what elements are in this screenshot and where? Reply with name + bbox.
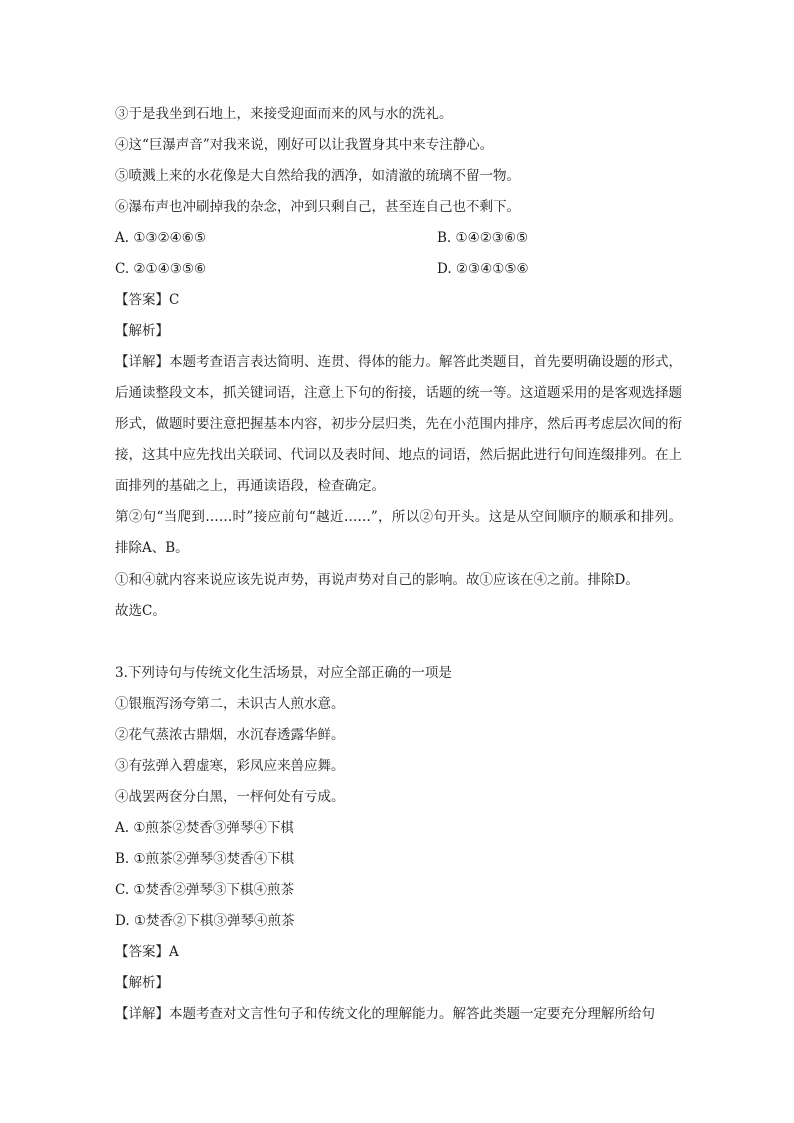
verse-2: ②花气蒸浓古鼎烟，水沉春透露华鲜。 [115,727,345,743]
question-3-title: 3.下列诗句与传统文化生活场景，对应全部正确的一项是 [115,665,452,681]
option-d: D. ②③④①⑤⑥ [437,261,529,277]
option-c: C. ②①④③⑤⑥ [115,261,207,277]
q3-analysis-heading: 【解析】 [115,975,169,991]
sentence-6: ⑥瀑布声也冲刷掉我的杂念，冲到只剩自己，甚至连自己也不剩下。 [115,199,520,215]
q3-option-d: D. ①焚香②下棋③弹琴④煎茶 [115,913,295,929]
q3-answer-label: 【答案】A [115,944,179,960]
sentence-4: ④这“巨瀑声音”对我来说，刚好可以让我置身其中来专注静心。 [115,137,494,153]
q3-option-b: B. ①煎茶②弹琴③焚香④下棋 [115,851,295,867]
option-b: B. ①④②③⑥⑤ [437,230,529,246]
q3-option-a: A. ①煎茶②焚香③弹琴④下棋 [115,820,294,836]
reasoning-paragraph-1: 第②句“当爬到……时”接应前句“越近……”，所以②句开头。这是从空间顺序的顺承和排列。排除A、B。 [115,509,682,556]
answer-label: 【答案】C [115,292,180,308]
verse-4: ④战罢两奁分白黑，一枰何处有亏成。 [115,789,345,805]
verse-1: ①银瓶泻汤夸第二，未识古人煎水意。 [115,696,345,712]
conclusion: 故选C。 [115,603,166,619]
q3-option-c: C. ①焚香②弹琴③下棋④煎茶 [115,882,295,898]
reasoning-paragraph-2: ①和④就内容来说应该先说声势，再说声势对自己的影响。故①应该在④之前。排除D。 [115,572,639,588]
option-a: A. ①③②④⑥⑤ [115,230,206,246]
sentence-3: ③于是我坐到石地上，来接受迎面而来的风与水的洗礼。 [115,106,453,122]
q3-detail-line: 【详解】本题考查对文言性句子和传统文化的理解能力。解答此类题一定要充分理解所给句 [115,1006,655,1022]
analysis-heading: 【解析】 [115,323,169,339]
sentence-5: ⑤喷溅上来的水花像是大自然给我的洒净，如清澈的琉璃不留一物。 [115,168,520,184]
verse-3: ③有弦弹入碧虚寒，彩凤应来兽应舞。 [115,758,345,774]
detail-paragraph: 【详解】本题考查语言表达简明、连贯、得体的能力。解答此类题目，首先要明确设题的形式，后通读整段文本，抓关键词语，注意上下句的衔接，话题的统一等。这道题采用的是客观选择题形式，做题时要注意把握基本内容，初步分层归类，先在小范围内排序，然后再考虑层次间的衔接，这其中应先找出关联词、代词以及表时间、地点的词语，然后据此进行句间连缀排列。在上面排列的基础之上，再通读语段，检查确定。 [115,354,682,494]
